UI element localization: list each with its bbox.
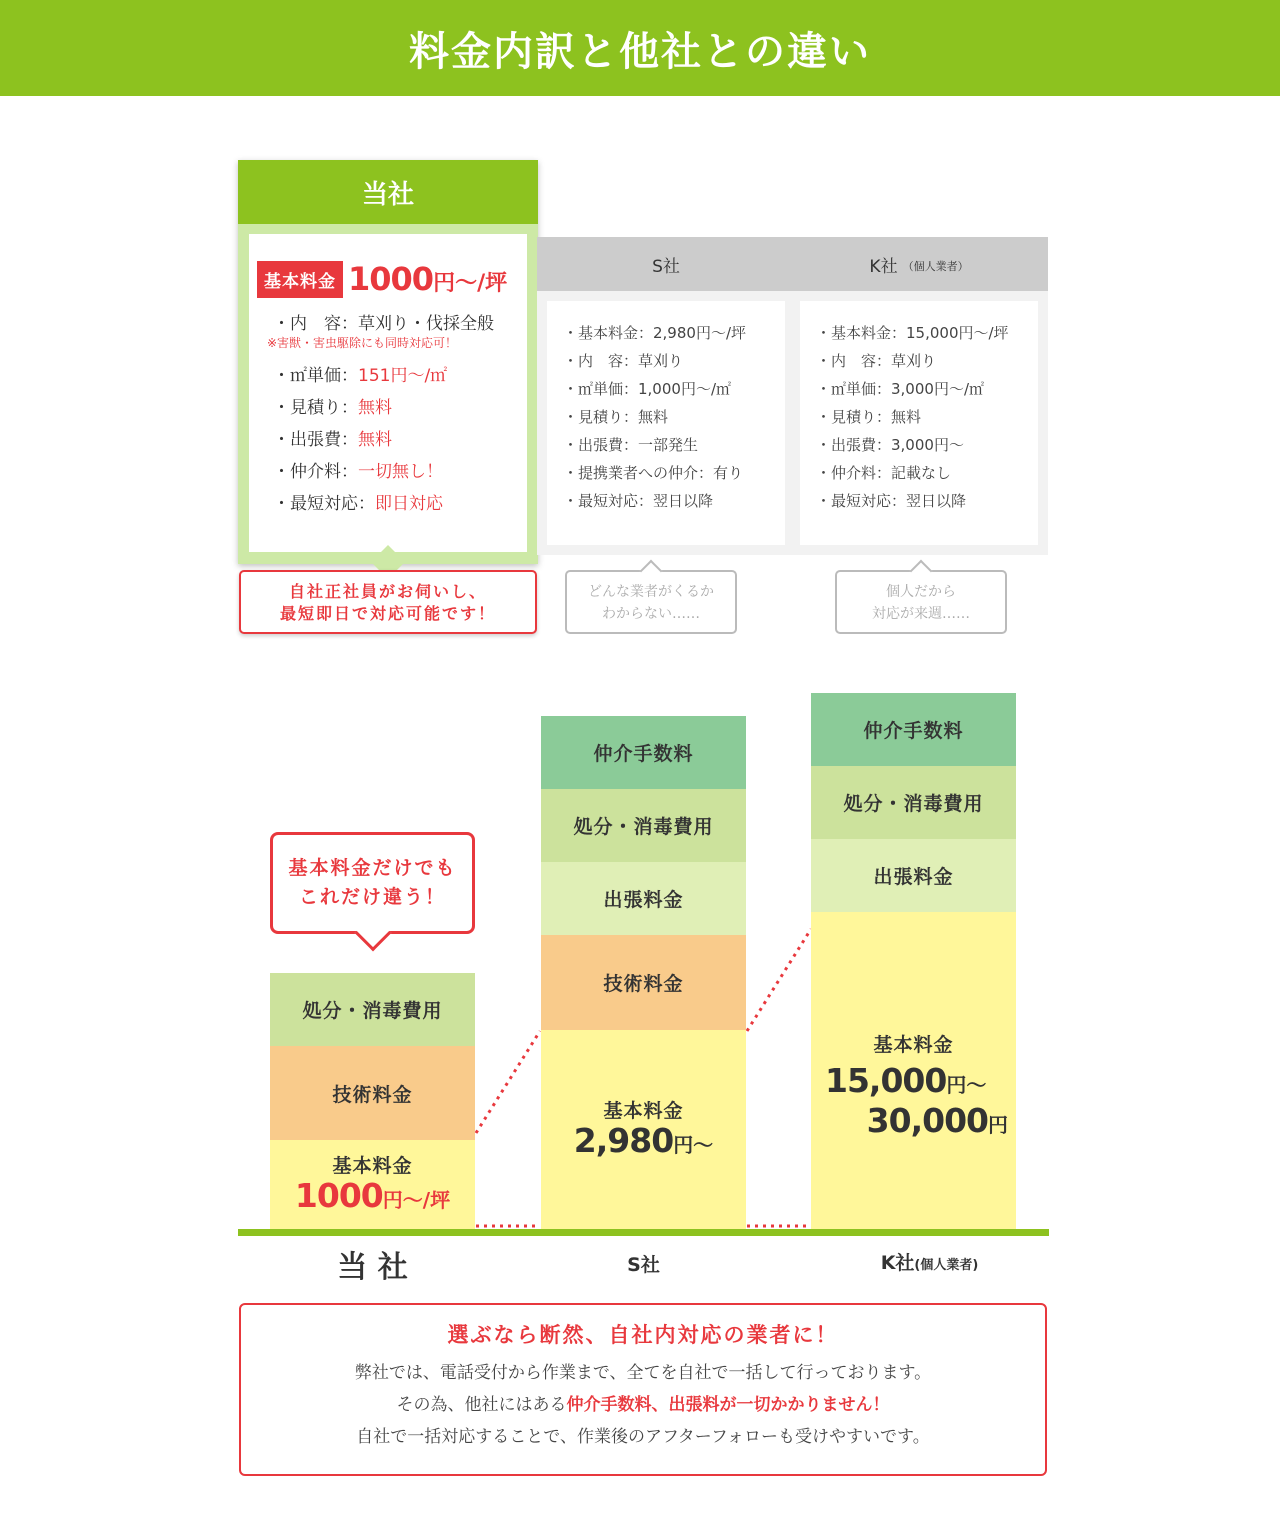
list-item: ・内 容：草刈り [816, 352, 937, 370]
card-k-body [800, 301, 1038, 545]
list-item: ・内 容：草刈り [563, 352, 684, 370]
section-header [0, 0, 1280, 96]
list-item: ・出張費：無料 [273, 430, 392, 450]
xlabel-s: S社 [627, 1254, 660, 1276]
ours-callout [239, 570, 537, 634]
list-item: ・仲介料：記載なし [816, 464, 952, 482]
summary-line-1: 弊社では、電話受付から作業まで、全てを自社で一括して行っております。 [354, 1363, 932, 1383]
s-feature-list [563, 319, 746, 515]
bar-k-disposal: 処分・消毒費用 [811, 766, 1016, 839]
bar-s-technical: 技術料金 [541, 935, 746, 1030]
ours-feature-list [267, 314, 494, 520]
list-item: ・最短対応：即日対応 [273, 494, 443, 514]
list-item: ・出張費：3,000円〜 [816, 436, 964, 454]
card-ours-title: 当社 [238, 160, 538, 224]
callout-line: 最短即日で対応可能です！ [279, 604, 496, 623]
bar-s-base: 基本料金 2,980円〜 [541, 1030, 746, 1229]
list-item: ・提携業者への仲介：有り [563, 464, 744, 482]
bar-s-disposal: 処分・消毒費用 [541, 789, 746, 862]
callout-line: わからない…… [602, 606, 700, 622]
speech-line: 基本料金だけでも [288, 857, 457, 879]
summary-heading: 選ぶなら断然、自社内対応の業者に！ [447, 1323, 839, 1347]
card-ours [238, 160, 538, 564]
card-s-title: S社 [537, 237, 795, 291]
bar-s-travel: 出張料金 [541, 862, 746, 935]
callout-line: 自社正社員がお伺いし、 [288, 582, 487, 601]
base-price-row [257, 260, 507, 298]
callout-pointer [640, 560, 663, 583]
list-item: ・内 容：草刈り・伐採全般 [273, 314, 494, 334]
connector-s-k-top [747, 929, 811, 1031]
list-item: ・出張費：一部発生 [563, 436, 699, 454]
list-item: ・見積り：無料 [273, 398, 392, 418]
list-item: ・㎡単価：1,000円〜/㎡ [563, 380, 731, 398]
list-item: ・㎡単価：3,000円〜/㎡ [816, 380, 984, 398]
bar-ours-technical: 技術料金 [270, 1046, 475, 1140]
list-item: ・見積り：無料 [563, 408, 669, 426]
speech-pointer [354, 915, 391, 952]
list-item: ・見積り：無料 [816, 408, 922, 426]
callout-line: どんな業者がくるか [588, 584, 714, 600]
speech-bubble [270, 832, 475, 934]
section-title: 料金内訳と他社との違い [409, 28, 871, 75]
list-item: ・最短対応：翌日以降 [816, 492, 967, 510]
list-item: ・基本料金：15,000円〜/坪 [816, 324, 1009, 342]
card-k-title: K社 （個人業者） [790, 237, 1048, 291]
summary-line-2: その為、他社にはある仲介手数料、出張料が一切かかりません！ [396, 1395, 890, 1415]
callout-line: 個人だから [886, 584, 956, 600]
list-item: ・㎡単価：151円〜/㎡ [273, 366, 448, 386]
chart-baseline [238, 1229, 1049, 1236]
list-item-note: ※害獣・害虫駆除にも同時対応可！ [267, 336, 458, 350]
xlabel-k: K社(個人業者) [880, 1252, 979, 1274]
card-s-body [547, 301, 785, 545]
summary-box [239, 1303, 1047, 1476]
card-k [790, 237, 1048, 555]
k-feature-list [816, 319, 1009, 515]
xlabel-ours: 当 社 [337, 1250, 408, 1285]
bar-k-brokerage: 仲介手数料 [811, 693, 1016, 766]
card-ours-body [249, 234, 527, 552]
base-price-value: 1000円〜/坪 [348, 260, 508, 298]
callout-line: 対応が来週…… [872, 606, 970, 622]
list-item: ・最短対応：翌日以降 [563, 492, 714, 510]
bar-ours-base: 基本料金 1000円〜/坪 [270, 1140, 475, 1229]
base-price-tag: 基本料金 [257, 261, 343, 298]
summary-line-3: 自社で一括対応することで、作業後のアフターフォローも受けやすいです。 [356, 1427, 930, 1447]
s-callout [565, 570, 737, 634]
list-item: ・仲介料：一切無し！ [273, 462, 443, 482]
callout-pointer [910, 560, 933, 583]
list-item: ・基本料金：2,980円〜/坪 [563, 324, 746, 342]
bar-k-travel: 出張料金 [811, 839, 1016, 912]
bar-k-base: 基本料金 15,000円〜 30,000円 [811, 912, 1016, 1229]
k-callout [835, 570, 1007, 634]
bar-ours-disposal: 処分・消毒費用 [270, 973, 475, 1046]
bar-s-brokerage: 仲介手数料 [541, 716, 746, 789]
card-s [537, 237, 795, 555]
speech-line: これだけ違う！ [298, 886, 446, 908]
connector-ours-s-top [476, 1031, 540, 1133]
